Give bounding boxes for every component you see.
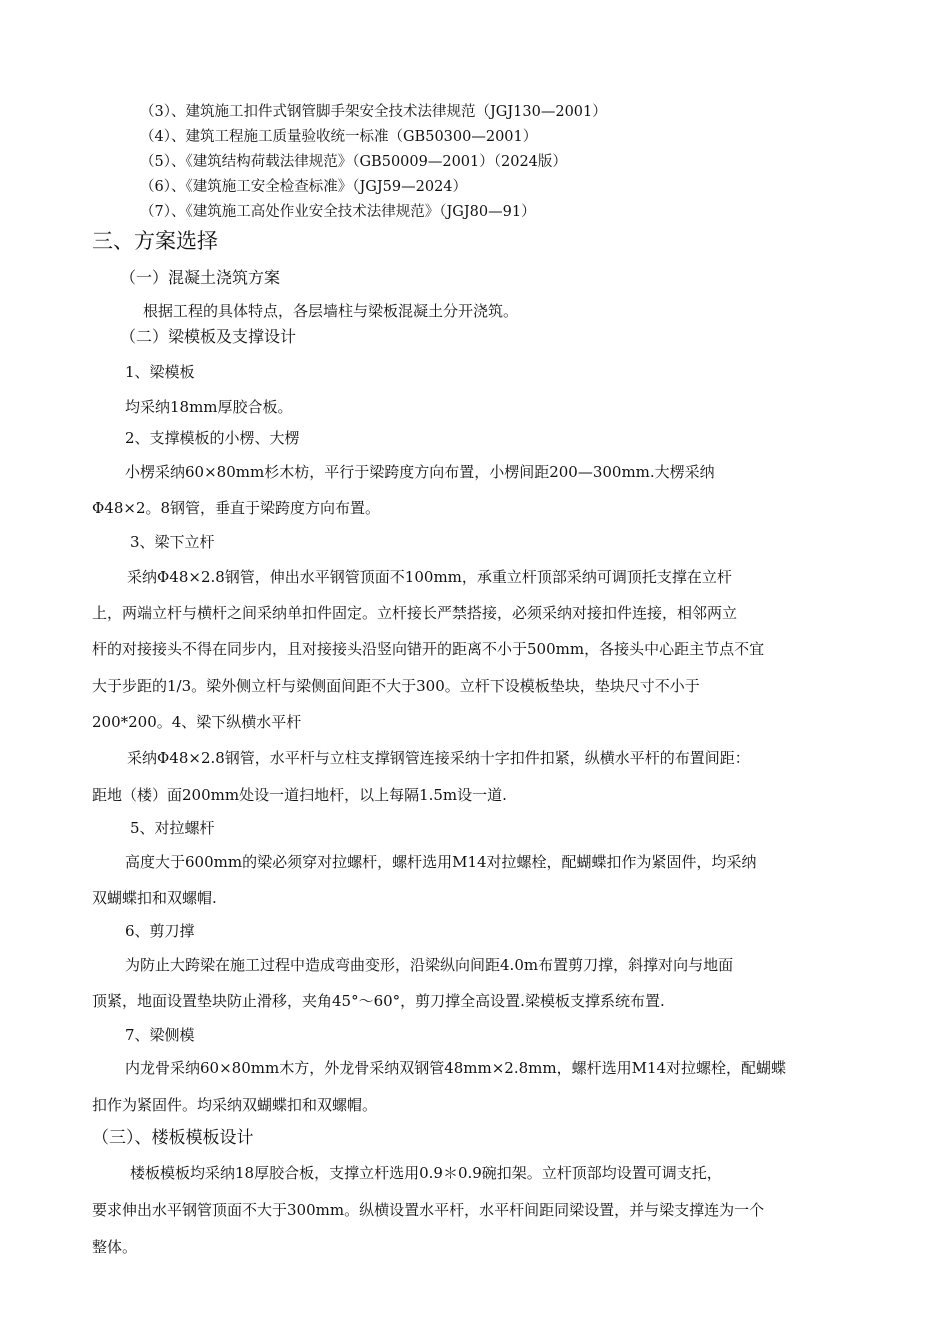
paragraph-line: 根据工程的具体特点，各层墙柱与梁板混凝土分开浇筑。 <box>143 302 519 320</box>
paragraph-line: Φ48×2。8钢管，垂直于梁跨度方向布置。 <box>92 499 381 517</box>
paragraph-line: 为防止大跨梁在施工过程中造成弯曲变形，沿梁纵向间距4.0m布置剪刀撑，斜撑对向与地面 <box>125 956 734 974</box>
paragraph-line: 大于步距的1/3。梁外侧立杆与梁侧面间距不大于300。立杆下设模板垫块，垫块尺寸不小于 <box>92 677 700 695</box>
paragraph-line: 内龙骨采纳60×80mm木方，外龙骨采纳双钢管48mm×2.8mm，螺杆选用M14对拉螺栓，配蝴蝶 <box>125 1059 787 1077</box>
subsection-heading: （一）混凝土浇筑方案 <box>120 268 281 287</box>
item-title: 2、支撑模板的小楞、大楞 <box>125 429 300 447</box>
paragraph-line: 要求伸出水平钢管顶面不大于300mm。纵横设置水平杆，水平杆间距同梁设置，并与梁支撑连为一个 <box>92 1201 765 1219</box>
item-title: 3、梁下立杆 <box>130 533 215 551</box>
subsection-heading: （二）梁模板及支撑设计 <box>120 327 297 346</box>
reference-item: （7）、《建筑施工高处作业安全技术法律规范》（JGJ80—91） <box>140 204 536 220</box>
item-title: 6、剪刀撑 <box>125 922 195 940</box>
paragraph-line: 小楞采纳60×80mm杉木枋，平行于梁跨度方向布置，小楞间距200—300mm.大楞采纳 <box>125 463 715 481</box>
paragraph-line: 上，两端立杆与横杆之间采纳单扣件固定。立杆接长严禁搭接，必须采纳对接扣件连接，相邻两立 <box>92 604 738 622</box>
reference-item: （5）、《建筑结构荷载法律规范》（GB50009—2001）（2024版） <box>140 154 567 170</box>
paragraph-line: 距地（楼）面200mm处设一道扫地杆，以上每隔1.5m设一道. <box>92 786 507 804</box>
paragraph-line: 均采纳18mm厚胶合板。 <box>125 398 293 416</box>
subsection-heading: （三）、楼板模板设计 <box>92 1128 254 1148</box>
paragraph-line: 高度大于600mm的梁必须穿对拉螺杆，螺杆选用M14对拉螺栓，配蝴蝶扣作为紧固件，均采纳 <box>125 853 757 871</box>
paragraph-line: 采纳Φ48×2.8钢管，伸出水平钢管顶面不100mm，承重立杆顶部采纳可调顶托支撑在立杆 <box>127 568 732 586</box>
reference-item: （3）、建筑施工扣件式钢管脚手架安全技术法律规范（JGJ130—2001） <box>140 104 607 120</box>
paragraph-line: 采纳Φ48×2.8钢管，水平杆与立柱支撑钢管连接采纳十字扣件扣紧，纵横水平杆的布置间距： <box>127 749 750 767</box>
paragraph-line: 双蝴蝶扣和双螺帽. <box>92 889 217 907</box>
item-title: 7、梁侧模 <box>125 1026 195 1044</box>
item-title: 5、对拉螺杆 <box>130 819 215 837</box>
paragraph-line: 顶紧，地面设置垫块防止滑移，夹角45°～60°，剪刀撑全高设置.梁模板支撑系统布置. <box>92 992 665 1010</box>
paragraph-line: 整体。 <box>92 1238 138 1256</box>
paragraph-line: 杆的对接接头不得在同步内，且对接接头沿竖向错开的距离不小于500mm，各接头中心距主节点不宜 <box>92 640 765 658</box>
paragraph-line: 200*200。4、梁下纵横水平杆 <box>92 713 302 731</box>
paragraph-line: 扣作为紧固件。均采纳双蝴蝶扣和双螺帽。 <box>92 1096 378 1114</box>
item-title: 1、梁模板 <box>125 363 195 381</box>
reference-item: （4）、建筑工程施工质量验收统一标准（GB50300—2001） <box>140 129 538 145</box>
section-heading: 三、方案选择 <box>92 229 218 253</box>
paragraph-line: 楼板模板均采纳18厚胶合板，支撑立杆选用0.9＊0.9碗扣架。立杆顶部均设置可调支托， <box>130 1164 722 1182</box>
reference-item: （6）、《建筑施工安全检查标准》（JGJ59—2024） <box>140 179 468 195</box>
